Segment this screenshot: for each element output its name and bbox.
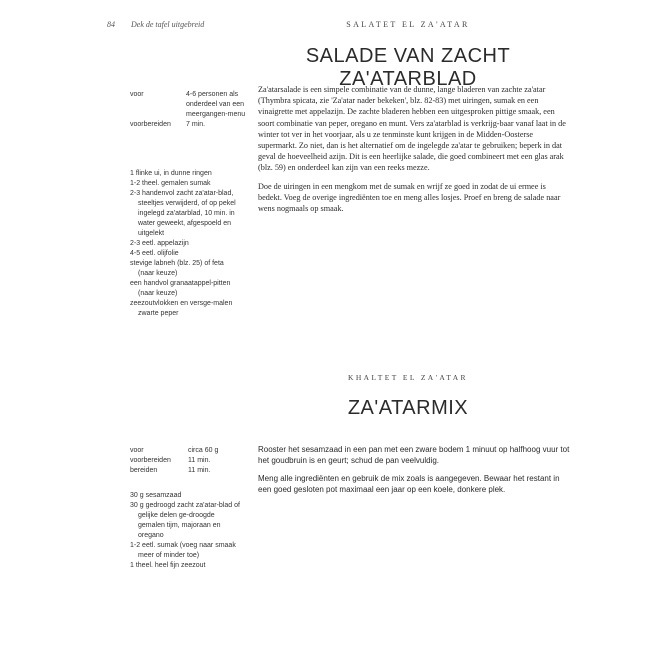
ingredient-item: 2-3 handenvol zacht za'atar-blad, steeltjes verwijderd, of op pekel ingelegd za'atarblad, 10 min. in water geweekt, afgespoeld en uitgelekt: [130, 190, 236, 237]
ingredient-item: 4-5 eetl. olijfolie: [130, 250, 179, 257]
ingredient-item: 2-3 eetl. appelazijn: [130, 240, 189, 247]
body-paragraph: Za'atarsalade is een simpele combinatie van de dunne, lange bladeren van zachte za'atar (Thymbra spicata, zie 'Za'atar nader bekeken', blz. 82-83) met uiringen, sumak en een vinaigrette met appelazijn. De zachte bladeren hebben een uitgesproken pittige smaak, een soort combinatie van peper, oregano en munt. Vers za'atarblad is verkrijg-baar vanaf laat in de winter tot ver in het voorjaar, als u ze tenminste kunt krijgen in de Midden-Oosterse supermarkt. Zo niet, dan is het alternatief om de ingelegde za'atar te gebruiken; beperk in dat geval de hoeveelheid azijn. Dit is een heerlijke salade, die goed combineert met een glas arak (blz. 59) en onderdeel kan zijn van een reeks mezze.: [258, 85, 566, 173]
body-paragraph: Doe de uiringen in een mengkom met de sumak en wrijf ze goed in zodat de ui ermee is bedekt. Voeg de overige ingrediënten toe en meng alles losjes. Proef en breng de salade naar wens nogmaals op smaak.: [258, 181, 561, 214]
ingredient-item: 30 g gedroogd zacht za'atar-blad of gelijke delen ge-droogde gemalen tijm, majoraan en oregano: [130, 502, 240, 539]
ingredient-item: een handvol granaatappel-pitten (naar keuze): [130, 280, 231, 297]
recipe-kicker: KHALTET EL ZA'ATAR: [348, 373, 468, 382]
ingredient-item: 1-2 eetl. sumak (voeg naar smaak meer of minder toe): [130, 542, 236, 559]
ingredient-list: [130, 491, 242, 571]
ingredient-list: [130, 169, 242, 319]
meta-value: circa 60 g: [188, 447, 219, 454]
meta-row: [130, 466, 218, 476]
ingredient-item: 1 flinke ui, in dunne ringen: [130, 170, 212, 177]
recipe-body: [258, 84, 568, 221]
meta-value: 4-6 personen als onderdeel van een meergangen-menu: [186, 91, 246, 118]
meta-row: [130, 120, 246, 130]
recipe-meta: [130, 90, 246, 130]
page-header: [0, 20, 670, 34]
meta-label: bereiden: [130, 467, 158, 474]
recipe-title: SALADE VAN ZACHT ZA'ATARBLAD: [305, 45, 511, 90]
recipe-meta: [130, 446, 218, 476]
meta-row: [130, 90, 246, 120]
page-number: 84: [107, 20, 115, 29]
meta-value: 11 min.: [188, 457, 211, 464]
ingredient-item: 1 theel. heel fijn zeezout: [130, 562, 206, 569]
meta-label: voor: [130, 447, 144, 454]
meta-label: voorbereiden: [130, 121, 171, 128]
meta-label: voor: [130, 91, 144, 98]
recipe-title: ZA'ATARMIX: [347, 397, 469, 419]
meta-value: 7 min.: [186, 121, 206, 128]
meta-row: [130, 446, 218, 456]
meta-row: [130, 456, 218, 466]
meta-value: 11 min.: [188, 467, 211, 474]
ingredient-item: 30 g sesamzaad: [130, 492, 182, 499]
ingredient-item: zeezoutvlokken en versge-malen zwarte peper: [130, 300, 233, 317]
recipe-body: [258, 444, 570, 502]
body-paragraph: Rooster het sesamzaad in een pan met een zware bodem 1 minuut op halfhoog vuur tot het goudbruin is en geurt; schud de pan veelvuldig.: [258, 445, 570, 465]
ingredient-item: 1-2 theel. gemalen sumak: [130, 180, 211, 187]
body-paragraph: Meng alle ingrediënten en gebruik de mix zoals is aangegeven. Bewaar het restant in een goed gesloten pot maximaal een jaar op een koele, donkere plek.: [258, 474, 560, 494]
meta-label: voorbereiden: [130, 457, 171, 464]
running-head: SALATET EL ZA'ATAR: [346, 20, 470, 29]
book-title: Dek de tafel uitgebreid: [131, 20, 205, 29]
ingredient-item: stevige labneh (blz. 25) of feta (naar keuze): [130, 260, 224, 277]
